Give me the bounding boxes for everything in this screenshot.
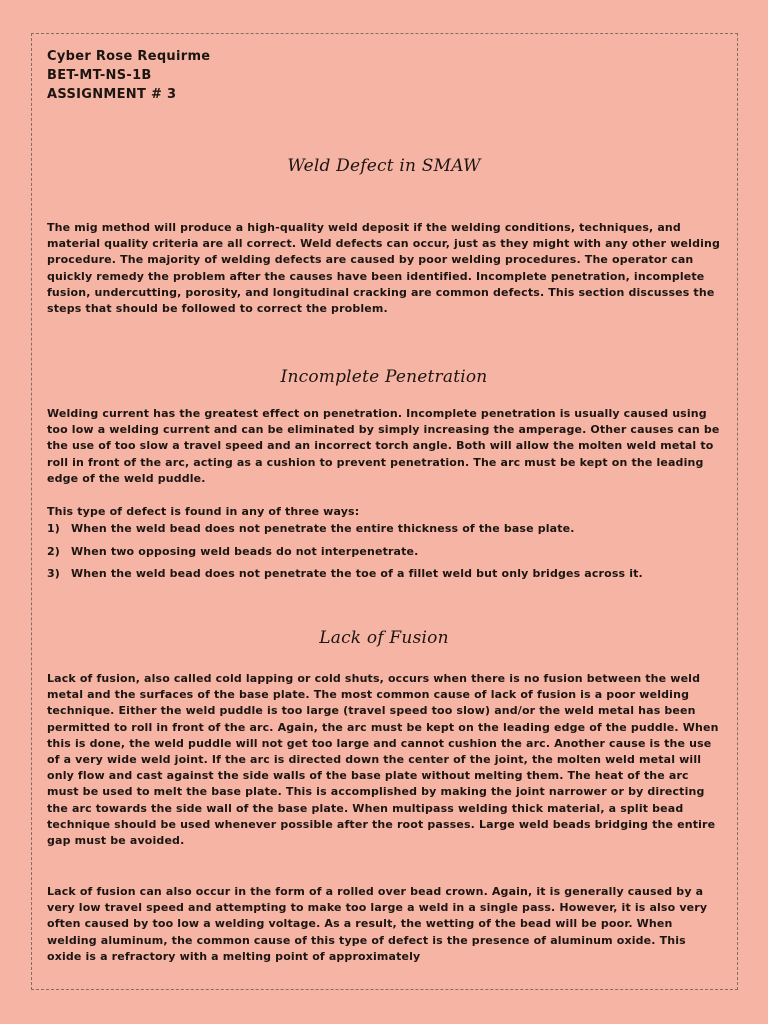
intro-paragraph: The mig method will produce a high-quality weld deposit if the welding conditions, techniques, and material quality criteria are all correct. Weld defects can occur, just as they might with any other welding procedure. The majority of welding defects are caused by poor welding procedures. The operator can quickly remedy the problem after the causes have been identified. Incomplete penetration, incomplete fusion, undercutting, porosity, and longitudinal cracking are common defects. This section discusses the steps that should be followed to correct the problem. — [47, 221, 721, 316]
list-item-number: 2) — [47, 545, 60, 558]
document-title: Weld Defect in SMAW — [287, 156, 481, 176]
student-section: BET-MT-NS-1B — [47, 68, 152, 83]
heading-incomplete-penetration: Incomplete Penetration — [280, 367, 488, 387]
list-item — [47, 521, 723, 537]
list-item-number: 3) — [47, 567, 60, 580]
student-name: Cyber Rose Requirme — [47, 49, 211, 64]
assignment-number: ASSIGNMENT # 3 — [47, 87, 177, 102]
student-header — [47, 47, 210, 104]
list-item-number: 1) — [47, 522, 60, 535]
list-item-text: When the weld bead does not penetrate the entire thickness of the base plate. — [71, 522, 575, 535]
list-item — [47, 566, 723, 582]
list-item-text: When two opposing weld beads do not interpenetrate. — [71, 545, 419, 558]
list-intro: This type of defect is found in any of three ways: — [47, 505, 360, 518]
incomplete-penetration-paragraph: Welding current has the greatest effect on penetration. Incomplete penetration is usually caused using too low a welding current and can be eliminated by simply increasing the amperage. Other causes can be the use of too slow a travel speed and an incorrect torch angle. Both will allow the molten weld metal to roll in front of the arc, acting as a cushion to prevent penetration. The arc must be kept on the leading edge of the weld puddle. — [47, 407, 720, 485]
list-item — [47, 544, 723, 560]
lack-of-fusion-paragraph-1: Lack of fusion, also called cold lapping or cold shuts, occurs when there is no fusion between the weld metal and the surfaces of the base plate. The most common cause of lack of fusion is a poor welding technique. Either the weld puddle is too large (travel speed too slow) and/or the weld metal has been permitted to roll in front of the arc. Again, the arc must be kept on the leading edge of the puddle. When this is done, the weld puddle will not get too large and cannot cushion the arc. Another cause is the use of a very wide weld joint. If the arc is directed down the center of the joint, the molten weld metal will only flow and cast against the side walls of the base plate without melting them. The heat of the arc must be used to melt the base plate. This is accomplished by making the joint narrower or by directing the arc towards the side wall of the base plate. When multipass welding thick material, a split bead technique should be used whenever possible after the root passes. Large weld beads bridging the entire gap must be avoided. — [47, 672, 719, 848]
list-item-text: When the weld bead does not penetrate the toe of a fillet weld but only bridges across it. — [71, 567, 643, 580]
heading-lack-of-fusion: Lack of Fusion — [319, 628, 449, 648]
lack-of-fusion-paragraph-2: Lack of fusion can also occur in the form of a rolled over bead crown. Again, it is generally caused by a very low travel speed and attempting to make too large a weld in a single pass. However, it is also very often caused by too low a welding voltage. As a result, the wetting of the bead will be poor. When welding aluminum, the common cause of this type of defect is the presence of aluminum oxide. This oxide is a refractory with a melting point of approximately — [47, 885, 708, 963]
